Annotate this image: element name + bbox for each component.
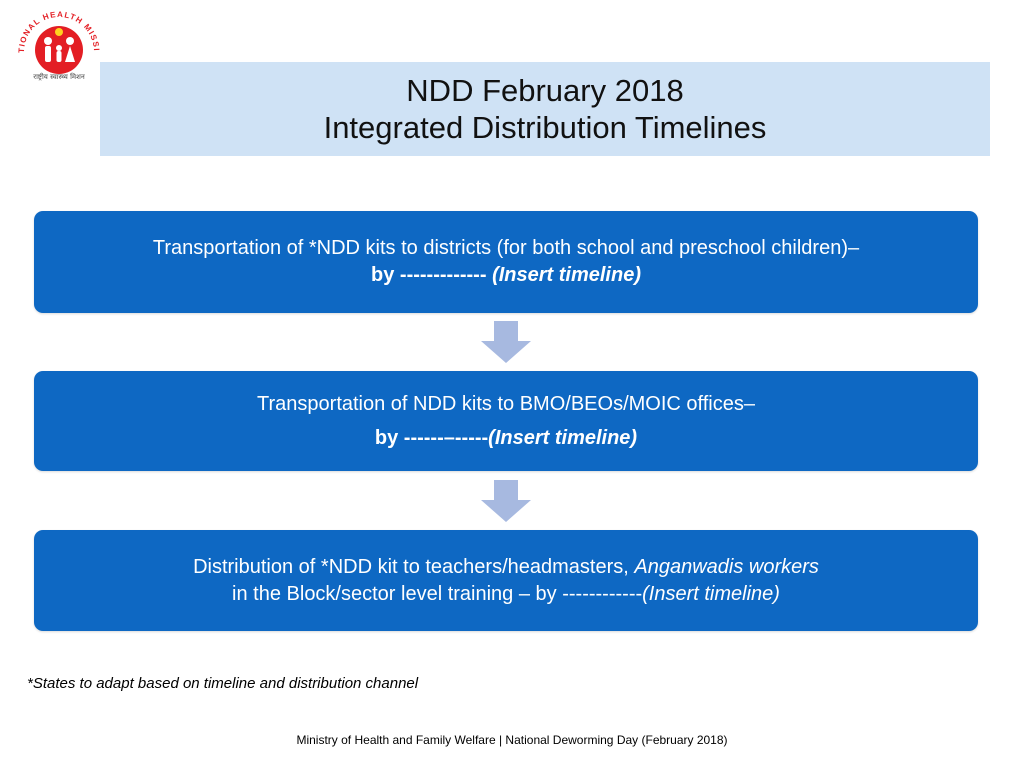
footer: Ministry of Health and Family Welfare | National Deworming Day (February 2018) — [296, 733, 728, 747]
step-1-deadline-label: by ------------- — [371, 264, 493, 286]
down-arrow-icon — [481, 480, 531, 522]
step-1-line-2 — [371, 262, 641, 289]
step-3-deadline-label: in the Block/sector level training – by ------------ — [232, 582, 643, 605]
step-3-anganwadi-label: Anganwadis workers — [634, 555, 819, 578]
step-1-timeline-placeholder: (Insert timeline) — [492, 264, 641, 286]
page-title: NDD February 2018 — [406, 73, 684, 108]
step-3-line-2 — [232, 581, 780, 608]
page-subtitle: Integrated Distribution Timelines — [323, 110, 767, 145]
national-health-mission-logo — [14, 6, 104, 82]
step-2-timeline-placeholder: (Insert timeline) — [488, 427, 638, 449]
step-3-line-1-text: Distribution of *NDD kit to teachers/headmasters, — [193, 555, 635, 578]
step-3-timeline-placeholder: (Insert timeline) — [642, 582, 780, 605]
step-1-line-1: Transportation of *NDD kits to districts (for both school and preschool children)– — [152, 237, 860, 259]
step-box-district-transport — [34, 211, 978, 313]
svg-text:NATIONAL HEALTH MISSION: TIONAL HEALTH MISSI — [16, 9, 102, 54]
step-2-line-2 — [375, 421, 637, 455]
down-arrow-icon — [481, 321, 531, 363]
footnote: *States to adapt based on timeline and distribution channel — [27, 675, 419, 692]
title-band — [100, 62, 990, 156]
step-box-teacher-distribution — [34, 530, 978, 631]
svg-text:राष्ट्रीय स्वास्थ्य मिशन: राष्ट्रीय स्वास्थ्य मिशन — [33, 73, 85, 81]
step-2-deadline-label: by ------–----- — [374, 427, 489, 449]
step-2-line-1: Transportation of NDD kits to BMO/BEOs/MOIC offices– — [257, 393, 755, 415]
step-box-block-office-transport — [34, 371, 978, 471]
step-3-line-1 — [193, 554, 819, 581]
